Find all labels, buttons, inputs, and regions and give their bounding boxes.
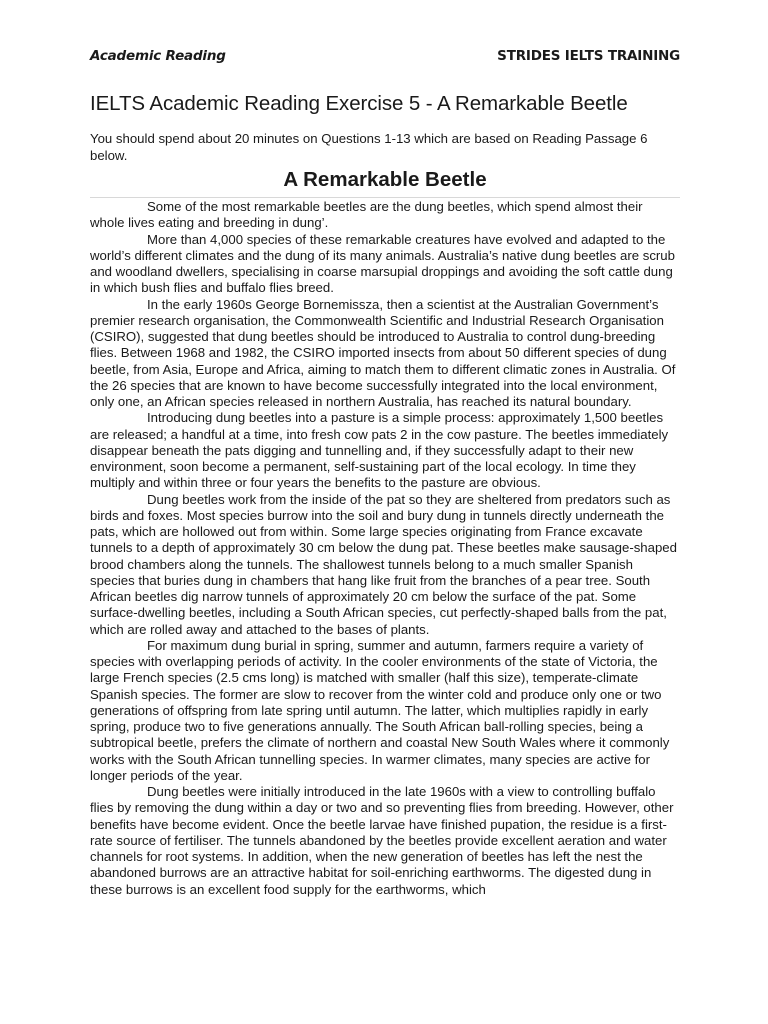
paragraph: Dung beetles were initially introduced in the late 1960s with a view to controlling buffalo flies by removing the dung within a day or two and so preventing flies from breeding. However, other benefits have become evident. Once the beetle larvae have finished pupation, the residue is a first-rate source of fertiliser. The tunnels abandoned by the beetles provide excellent aeration and water channels for root systems. In addition, when the new generation of beetles has left the nest the abandoned burrows are an attractive habitat for soil-enriching earthworms. The digested dung in these burrows is an excellent food supply for the earthworms, which [90,784,674,897]
paragraph: For maximum dung burial in spring, summer and autumn, farmers require a variety of species with overlapping periods of activity. In the cooler environments of the state of Victoria, the large French species (2.5 cms long) is matched with smaller (half this size), temperate-climate Spanish species. The former are slow to recover from the winter cold and produce only one or two generations of offspring from late spring until autumn. The latter, which multiplies rapidly in early spring, produce two to five generations annually. The South African ball-rolling species, being a subtropical beetle, prefers the climate of northern and coastal New South Wales where it commonly works with the South African tunnelling species. In warmer climates, many species are active for longer periods of the year. [90,637,670,783]
header-section-label: Academic Reading [90,48,226,64]
header-organisation-label: STRIDES IELTS TRAINING [497,48,680,64]
paragraph: Introducing dung beetles into a pasture is a simple process: approximately 1,500 beetles are released; a handful at a time, into fresh cow pats 2 in the cow pasture. The beetles immediately disappear beneath the pats digging and tunnelling and, if they successfully adapt to their new environment, soon become a permanent, self-sustaining part of the local ecology. In time they multiply and within three or four years the benefits to the pasture are obvious. [90,410,669,491]
paragraph: In the early 1960s George Bornemissza, then a scientist at the Australian Government’s premier research organisation, the Commonwealth Scientific and Industrial Research Organisation (CSIRO), suggested that dung beetles should be introduced to Australia to control dung-breeding flies. Between 1968 and 1982, the CSIRO imported insects from about 50 different species of dung beetle, from Asia, Europe and Africa, aiming to match them to different climatic zones in Australia. Of the 26 species that are known to have become successfully integrated into the local environment, only one, an African species released in northern Australia, has reached its natural boundary. [90,296,676,409]
page-header [90,48,680,70]
paragraph: More than 4,000 species of these remarkable creatures have evolved and adapted to the world’s different climates and the dung of its many animals. Australia’s native dung beetles are scrub and woodland dwellers, specialising in coarse marsupial droppings and avoiding the soft cattle dung in which bush flies and buffalo flies breed. [90,231,675,296]
passage-body [90,199,680,898]
paragraph: Some of the most remarkable beetles are the dung beetles, which spend almost their whole lives eating and breeding in dung’. [90,199,643,231]
paragraph: Dung beetles work from the inside of the pat so they are sheltered from predators such as birds and foxes. Most species burrow into the soil and bury dung in tunnels directly underneath the pats, which are hollowed out from within. Some large species originating from France excavate tunnels to a depth of approximately 30 cm below the dung pat. These beetles make sausage-shaped brood chambers along the tunnels. The shallowest tunnels belong to a much smaller Spanish species that buries dung in chambers that hang like fruit from the branches of a pear tree. South African beetles dig narrow tunnels of approximately 20 cm below the surface of the pat. Some surface-dwelling beetles, including a South African species, cut perfectly-shaped balls from the pat, which are rolled away and attached to the bases of plants. [90,491,677,637]
document-title: IELTS Academic Reading Exercise 5 - A Remarkable Beetle [90,92,628,115]
passage-title: A Remarkable Beetle [283,168,487,191]
title-divider [90,197,680,198]
instructions-text: You should spend about 20 minutes on Questions 1-13 which are based on Reading Passage 6 below. [90,131,648,163]
